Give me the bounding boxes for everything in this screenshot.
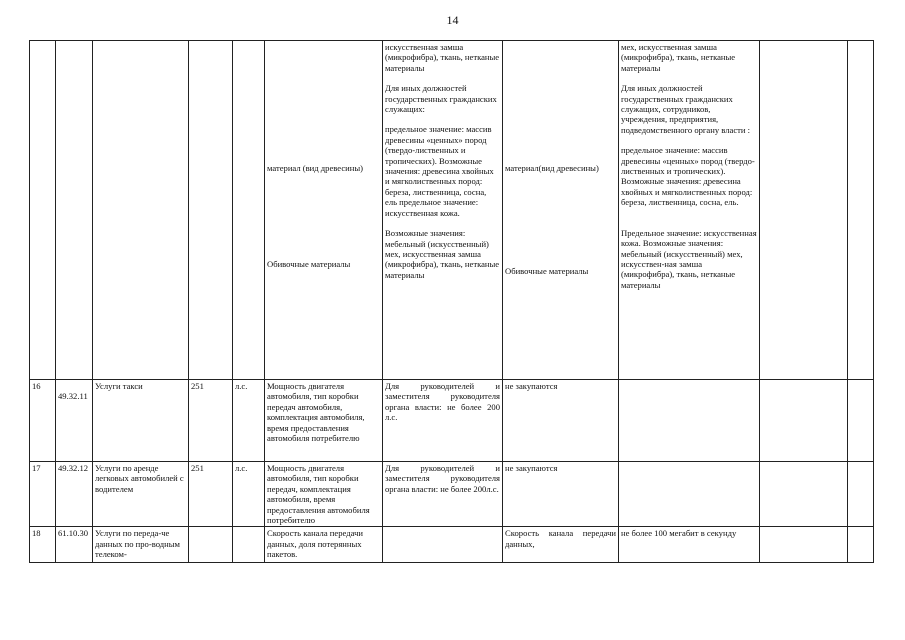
table-row [30, 380, 874, 462]
characteristic: Скорость канала передачи данных, доля потерянных пакетов. [265, 527, 383, 563]
value-2 [619, 462, 760, 527]
value-text-2: мех, искусственная замша (микрофибра), ткань, нетканые материалы [621, 42, 736, 73]
characteristic-2: Скорость канала передачи данных, [503, 527, 619, 563]
okpd-code [56, 41, 93, 380]
okpd-value: 49.32.11 [58, 391, 88, 401]
characteristic: Мощность двигателя автомобиля, тип коробки передач автомобиля, комплектация автомобиля, время предоставления автомобиля потребителю [265, 380, 383, 462]
empty-cell [848, 41, 874, 380]
measure-code [189, 41, 233, 380]
characteristic-cell [265, 41, 383, 380]
measure-unit [233, 41, 265, 380]
characteristic-2: не закупаются [503, 380, 619, 462]
characteristic-upholstery: Обивочные материалы [267, 259, 351, 270]
characteristic-2: не закупаются [503, 462, 619, 527]
characteristic-upholstery-2: Обивочные материалы [505, 266, 589, 277]
item-name: Услуги такси [93, 380, 189, 462]
characteristic: Мощность двигателя автомобиля, тип коробки передач, комплектация автомобиля, время предоставления автомобиля потребителю [265, 462, 383, 527]
characteristic-wood-2: материал(вид древесины) [505, 163, 599, 173]
measure-code: 251 [189, 380, 233, 462]
empty-cell [760, 41, 848, 380]
value-2: не более 100 мегабит в секунду [619, 527, 760, 563]
table-row [30, 527, 874, 563]
measure-unit: л.с. [233, 380, 265, 462]
value-text: Для иных должностей государственных гражданских служащих: [385, 83, 497, 115]
empty-cell [848, 462, 874, 527]
value: Для руководителей и заместителя руководителя органа власти: не более 200л.с. [383, 462, 503, 527]
page-number: 14 [446, 13, 459, 27]
procurement-table [29, 40, 874, 563]
item-name: Услуги по переда-че данных по про-водным телеком- [93, 527, 189, 563]
empty-cell [848, 380, 874, 462]
value [383, 527, 503, 563]
measure-code: 251 [189, 462, 233, 527]
table-row [30, 462, 874, 527]
value-2 [619, 380, 760, 462]
empty-cell [760, 527, 848, 563]
empty-cell [760, 462, 848, 527]
table-row [30, 41, 874, 380]
value-text-2: Предельное значение: искусственная кожа. Возможные значения: мебельный (искусственный) мех, искусствен-ная замша (микрофибра), ткань, нетканые материалы [621, 227, 757, 290]
row-number: 18 [30, 527, 56, 563]
value-text: предельное значение: массив древесины «ценных» пород (твердо-лиственных и тропических). Возможные значения: древесина хвойных и мягколиственных пород: береза, лиственница, сосна, ель предельное значение: искусственная кожа. [385, 124, 494, 218]
row-number: 17 [30, 462, 56, 527]
row-number [30, 41, 56, 380]
okpd-code: 61.10.30 [56, 527, 93, 563]
characteristic-cell-2 [503, 41, 619, 380]
okpd-code [56, 380, 93, 462]
value-text: Возможные значения: мебельный (искусственный) мех, искусственная замша (микрофибра), ткань, нетканые материалы [385, 228, 500, 280]
value-cell-2 [619, 41, 760, 380]
item-name: Услуги по аренде легковых автомобилей с водителем [93, 462, 189, 527]
value: Для руководителей и заместителя руководителя органа власти: не более 200 л.с. [383, 380, 503, 462]
measure-unit [233, 527, 265, 563]
item-name [93, 41, 189, 380]
measure-code [189, 527, 233, 563]
empty-cell [848, 527, 874, 563]
characteristic-wood: материал (вид древесины) [267, 163, 363, 173]
value-text-2: предельное значение: массив древесины «ценных» пород (твердо-лиственных и тропических). Возможные значения: древесина хвойных и мягколиственных пород: береза, лиственница, сосна, ель. [621, 145, 755, 208]
empty-cell [760, 380, 848, 462]
measure-unit: л.с. [233, 462, 265, 527]
value-text: искусственная замша (микрофибра), ткань, нетканые материалы [385, 42, 500, 73]
value-text-2: Для иных должностей государственных гражданских служащих, сотрудников, учреждения, предприятия, подведомственного органу власти : [621, 83, 751, 135]
row-number: 16 [30, 380, 56, 462]
okpd-code: 49.32.12 [56, 462, 93, 527]
value-cell [383, 41, 503, 380]
